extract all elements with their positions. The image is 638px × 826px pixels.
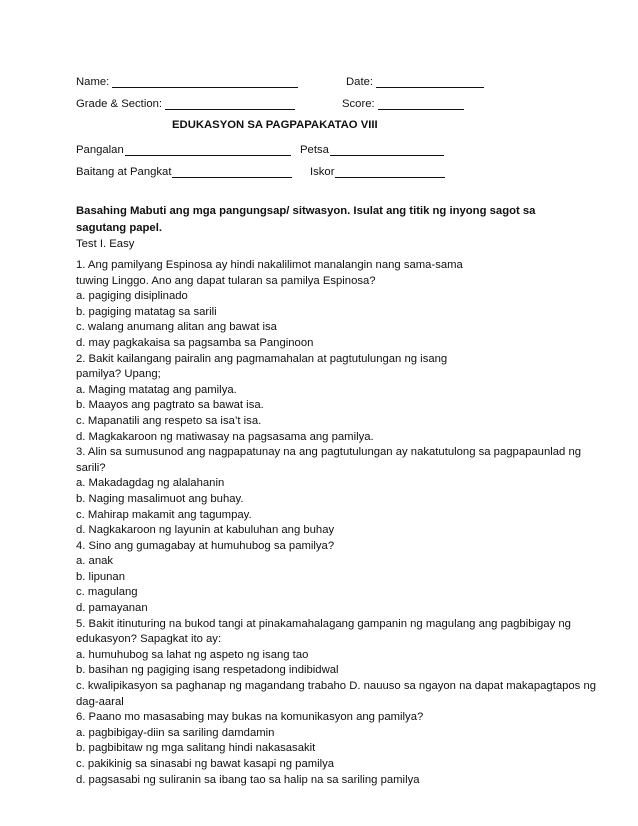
baitang-iskor-row bbox=[76, 164, 556, 180]
baitang-field[interactable] bbox=[76, 164, 292, 178]
question-line: 4. Sino ang gumagabay at humuhubog sa pamilya? bbox=[76, 539, 335, 552]
choice-line: b. lipunan bbox=[76, 570, 125, 583]
pangalan-field[interactable] bbox=[76, 142, 291, 156]
question-line: edukasyon? Sapagkat ito ay: bbox=[76, 633, 222, 646]
choice-line: a. humuhubog sa lahat ng aspeto ng isang tao bbox=[76, 648, 309, 661]
question-line: 3. Alin sa sumusunod ang nagpapatunay na ang pagtutulungan ay nakatutulong sa pagpapaunlad ng bbox=[76, 446, 582, 459]
name-label: Name: bbox=[76, 76, 110, 88]
iskor-field[interactable] bbox=[310, 164, 445, 178]
choice-line: a. anak bbox=[76, 555, 114, 568]
choice-line: d. Nagkakaroon ng layunin at kabuluhan ang buhay bbox=[76, 524, 335, 537]
choice-line: c. walang anumang alitan ang bawat isa bbox=[76, 321, 277, 334]
question-line: 2. Bakit kailangang pairalin ang pagmamahalan at pagtutulungan ng isang bbox=[76, 352, 448, 365]
pangalan-blank[interactable] bbox=[125, 143, 291, 156]
choice-line: dag-aaral bbox=[76, 695, 124, 708]
choice-line: a. Maging matatag ang pamilya. bbox=[76, 383, 237, 396]
name-blank[interactable] bbox=[112, 75, 298, 88]
score-field[interactable] bbox=[342, 96, 464, 110]
choice-line: c. magulang bbox=[76, 586, 138, 599]
grade-section-field[interactable] bbox=[76, 96, 295, 110]
pangalan-petsa-row bbox=[76, 142, 556, 158]
choice-line: b. pagiging matatag sa sarili bbox=[76, 305, 217, 318]
date-blank[interactable] bbox=[376, 75, 484, 88]
choice-line: a. pagiging disiplinado bbox=[76, 290, 188, 303]
grade-section-label: Grade & Section: bbox=[76, 98, 163, 110]
grade-section-blank[interactable] bbox=[165, 97, 295, 110]
grade-score-row bbox=[76, 96, 556, 112]
score-label: Score: bbox=[342, 98, 375, 110]
date-label: Date: bbox=[346, 76, 374, 88]
iskor-label: Iskor bbox=[310, 166, 335, 178]
baitang-blank[interactable] bbox=[172, 165, 292, 178]
choice-line: b. basihan ng pagiging isang respetadong indibidwal bbox=[76, 664, 339, 677]
choice-line: c. Mapanatili ang respeto sa isa’t isa. bbox=[76, 414, 262, 427]
choice-line: b. pagbibitaw ng mga salitang hindi nakasasakit bbox=[76, 742, 316, 755]
name-date-row bbox=[76, 74, 556, 90]
baitang-label: Baitang at Pangkat bbox=[76, 166, 172, 178]
question-line: pamilya? Upang; bbox=[76, 368, 161, 381]
question-line: 1. Ang pamilyang Espinosa ay hindi nakalilimot manalangin nang sama-sama bbox=[76, 259, 463, 271]
choice-line: d. pagsasabi ng suliranin sa ibang tao sa halip na sa sariling pamilya bbox=[76, 773, 420, 786]
petsa-field[interactable] bbox=[300, 142, 444, 156]
question-line: sarili? bbox=[76, 461, 106, 474]
question-line: 5. Bakit itinuturing na bukod tangi at pinakamahalagang gampanin ng magulang ang pagbibigay ng bbox=[76, 617, 571, 630]
name-field[interactable] bbox=[76, 74, 298, 88]
test-label: Test I. Easy bbox=[76, 238, 135, 250]
pangalan-label: Pangalan bbox=[76, 144, 124, 156]
choice-line: b. Naging masalimuot ang buhay. bbox=[76, 492, 244, 505]
score-blank[interactable] bbox=[378, 97, 464, 110]
choice-line: a. Makadagdag ng alalahanin bbox=[76, 477, 225, 490]
choice-line: c. Mahirap makamit ang tagumpay. bbox=[76, 508, 252, 521]
iskor-blank[interactable] bbox=[335, 165, 445, 178]
question-list bbox=[76, 258, 597, 788]
question-line: 6. Paano mo masasabing may bukas na komunikasyon ang pamilya? bbox=[76, 711, 424, 724]
subject-title: EDUKASYON SA PAGPAPAKATAO VIII bbox=[172, 119, 378, 131]
choice-line: b. Maayos ang pagtrato sa bawat isa. bbox=[76, 399, 264, 412]
question-line: tuwing Linggo. Ano ang dapat tularan sa pamilya Espinosa? bbox=[76, 274, 376, 287]
choice-line: c. kwalipikasyon sa paghanap ng magandang trabaho D. nauuso sa ngayon na dapat makapagtapos ng bbox=[76, 680, 597, 693]
choice-line: d. pamayanan bbox=[76, 602, 148, 615]
date-field[interactable] bbox=[346, 74, 484, 88]
choice-line: c. pakikinig sa sinasabi ng bawat kasapi ng pamilya bbox=[76, 758, 335, 770]
choice-line: d. Magkakaroon ng matiwasay na pagsasama ang pamilya. bbox=[76, 430, 374, 443]
choice-line: d. may pagkakaisa sa pagsamba sa Panginoon bbox=[76, 336, 314, 349]
instructions: Basahing Mabuti ang mga pangungsap/ sitwasyon. Isulat ang titik ng inyong sagot sa sagutang papel. bbox=[76, 205, 536, 234]
petsa-blank[interactable] bbox=[330, 143, 444, 156]
petsa-label: Petsa bbox=[300, 144, 329, 156]
choice-line: a. pagbibigay-diin sa sariling damdamin bbox=[76, 726, 275, 739]
